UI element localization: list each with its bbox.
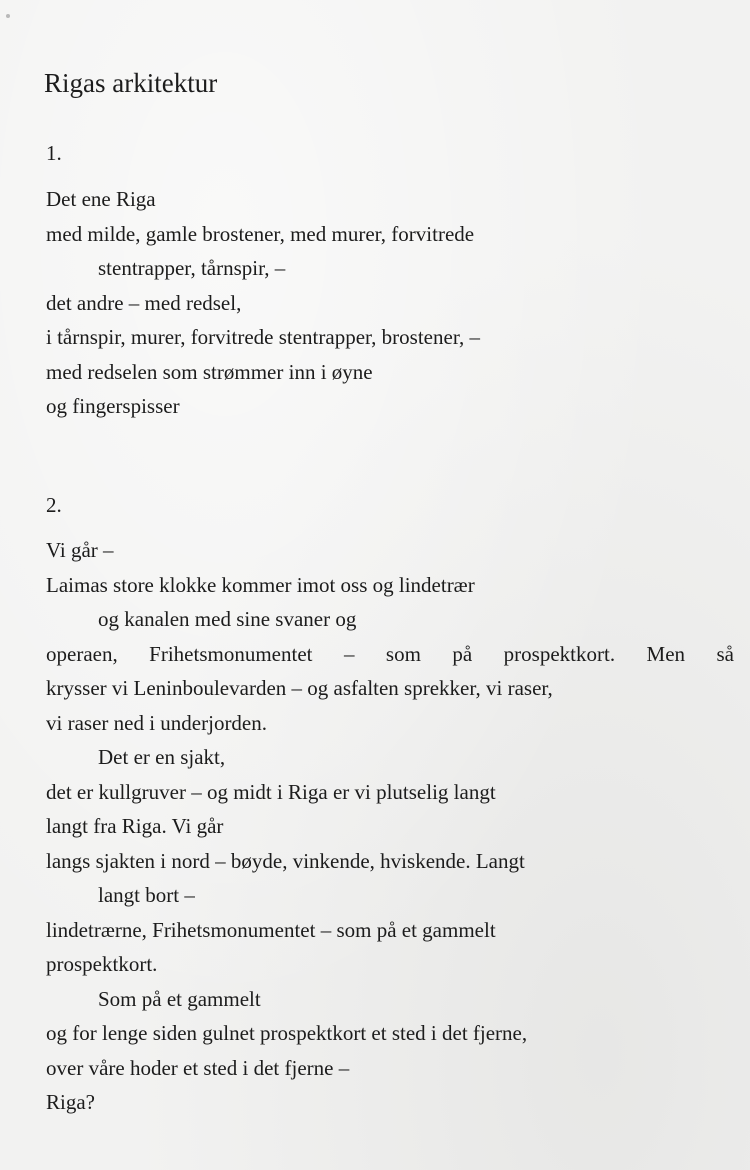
poem-line: det er kullgruver – og midt i Riga er vi plutselig langt [46,779,496,804]
poem-line: Riga? [46,1090,95,1114]
poem-line: over våre hoder et sted i det fjerne – [46,1055,350,1080]
poem-line: lindetrærne, Frihetsmonumentet – som på et gammelt [46,917,496,942]
poem-line: og kanalen med sine svaner og [98,607,357,631]
poem-line: langt bort – [98,883,195,907]
poem-line: langt fra Riga. Vi går [46,814,224,838]
poem-line: med milde, gamle brostener, med murer, forvitrede [46,221,475,246]
poem-line: krysser vi Leninboulevarden – og asfalten sprekker, vi raser, [46,676,553,700]
poem-line: langs sjakten i nord – bøyde, vinkende, hviskende. Langt [46,848,525,873]
poem-line: prospektkort. [46,952,158,976]
poem-line: Som på et gammelt [98,986,261,1011]
section-2-lines [46,533,736,1120]
poem-line: med redselen som strømmer inn i øyne [46,359,373,384]
poem-line: operaen, Frihetsmonumentet – som på prospektkort. Men så [46,641,734,666]
poem-line: og fingerspisser [46,394,180,418]
poem-line: det andre – med redsel, [46,290,242,315]
poem-line: Laimas store klokke kommer imot oss og lindetrær [46,572,475,597]
poem-line: og for lenge siden gulnet prospektkort et sted i det fjerne, [46,1021,528,1045]
poem-line: vi raser ned i underjorden. [46,710,268,735]
paper-speck [6,14,10,18]
section-1-lines [46,182,736,424]
poem-line: Vi går – [46,538,114,562]
poem-line: i tårnspir, murer, forvitrede stentrapper, brostener, – [46,325,480,349]
poem-title: Rigas arkitektur [44,68,218,98]
section-number-1: 1. [46,141,62,165]
section-number-2: 2. [46,493,62,517]
poem-line: Det ene Riga [46,187,156,211]
poem-line: stentrapper, tårnspir, – [98,256,286,280]
poem-line: Det er en sjakt, [98,745,226,769]
